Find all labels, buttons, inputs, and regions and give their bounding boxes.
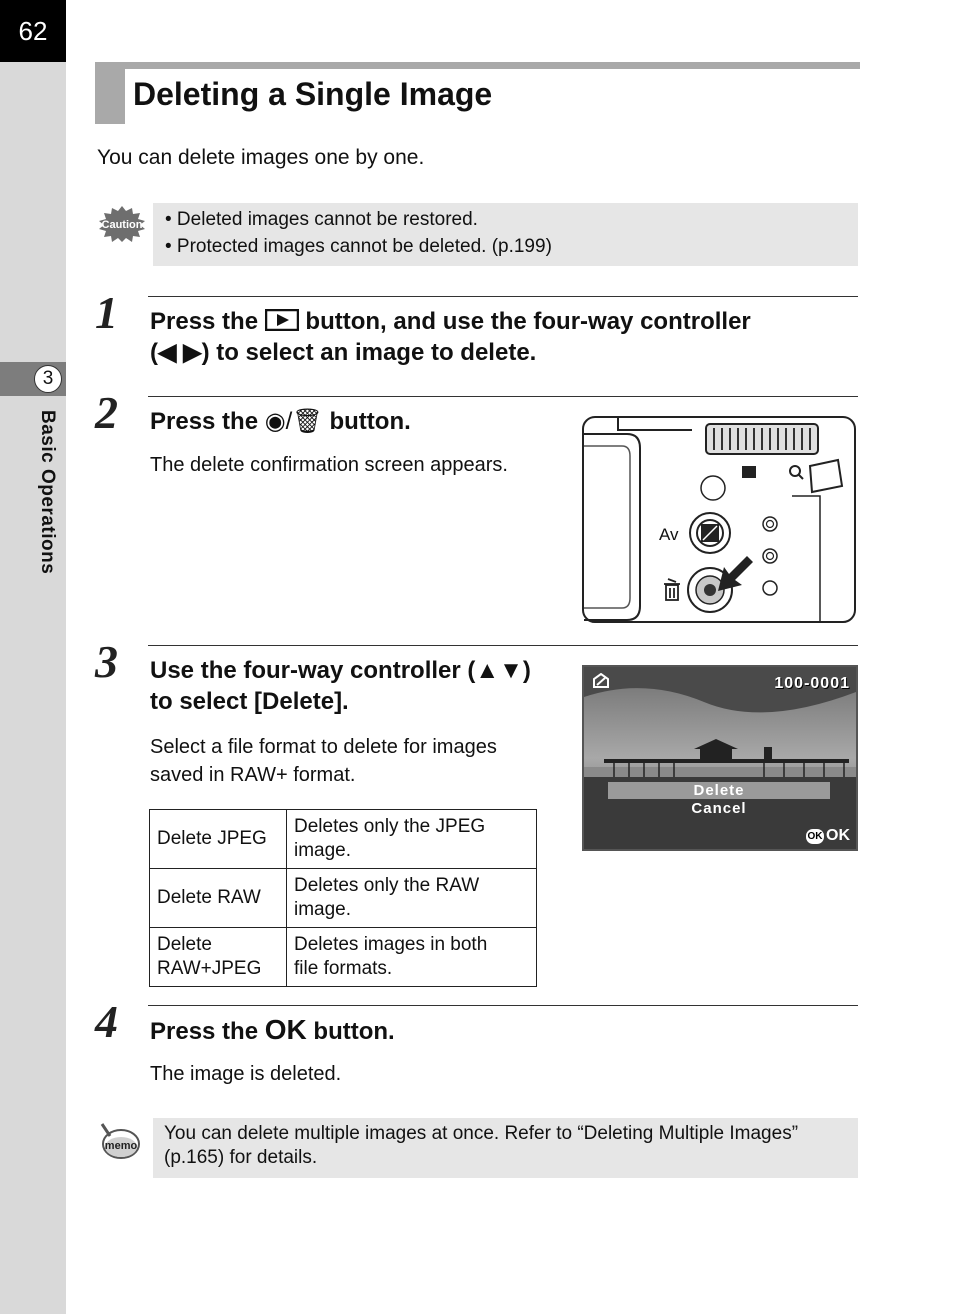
protect-icon <box>592 673 610 694</box>
file-number: 100-0001 <box>774 675 850 692</box>
menu-item-cancel[interactable]: Cancel <box>691 800 747 817</box>
description-line: file formats. <box>294 958 393 979</box>
title-accent <box>95 62 125 124</box>
menu-item-delete[interactable]: Delete <box>608 782 830 799</box>
step-heading-text: Press the <box>150 408 259 435</box>
step-heading-text: button. <box>313 1018 395 1045</box>
step-heading-text: to select [Delete]. <box>150 688 349 715</box>
description-line: image. <box>294 899 352 920</box>
table-row <box>150 869 537 928</box>
table-cell-option: Delete JPEG <box>150 810 287 869</box>
title-rule <box>95 62 860 69</box>
description-line: Deletes only the JPEG <box>294 816 486 837</box>
step-number: 3 <box>95 636 118 687</box>
step-heading-text: button. <box>329 408 411 435</box>
ok-icon: OK <box>264 1014 307 1045</box>
camera-back-illustration <box>582 416 856 628</box>
table-cell-option <box>150 928 287 987</box>
ok-label: OK <box>826 827 850 844</box>
step-heading <box>150 306 751 368</box>
delete-options-table <box>149 809 537 987</box>
table-cell-description <box>287 810 537 869</box>
step-heading <box>150 655 531 717</box>
memo-text: You can delete multiple images at once. Refer to “Deleting Multiple Images” <box>164 1123 799 1144</box>
step-divider <box>148 1005 858 1006</box>
description-line: Deletes only the RAW <box>294 875 480 896</box>
step-divider <box>148 645 858 646</box>
step-heading-text: Press the <box>150 308 259 335</box>
caution-icon <box>97 205 147 248</box>
caution-item: • Deleted images cannot be restored. <box>165 209 478 230</box>
step-divider <box>148 296 858 297</box>
sidebar <box>0 0 66 1314</box>
option-line: Delete <box>157 934 212 955</box>
page-title: Deleting a Single Image <box>133 76 493 112</box>
caution-box <box>153 203 858 266</box>
step-divider <box>148 396 858 397</box>
screen-photo <box>584 667 856 849</box>
step-number: 4 <box>95 996 118 1047</box>
playback-icon <box>265 309 299 331</box>
table-row <box>150 810 537 869</box>
step-body: The image is deleted. <box>150 1063 342 1085</box>
caution-icon-text: Caution <box>101 219 143 231</box>
step-body: The delete confirmation screen appears. <box>150 454 508 476</box>
step-heading <box>150 1014 395 1047</box>
memo-icon-text: memo <box>104 1140 138 1152</box>
step-heading-text: button, and use the four-way controller <box>305 308 751 335</box>
description-line: image. <box>294 840 352 861</box>
table-row <box>150 928 537 987</box>
section-title-bar <box>95 62 860 124</box>
step-heading-text: Press the <box>150 1018 259 1045</box>
table-cell-option: Delete RAW <box>150 869 287 928</box>
step-body-line: saved in RAW+ format. <box>150 764 356 786</box>
chapter-number: 3 <box>34 365 62 393</box>
memo-icon <box>96 1122 142 1167</box>
table-cell-description <box>287 928 537 987</box>
description-line: Deletes images in both <box>294 934 488 955</box>
table-cell-description <box>287 869 537 928</box>
memo-text: (p.165) for details. <box>164 1147 318 1168</box>
green-delete-button-icon: ◉/🗑 <box>264 408 323 435</box>
step-heading-text: (◀ ▶) to select an image to delete. <box>150 339 537 366</box>
step-body <box>150 733 497 789</box>
step-heading-text: Use the four-way controller (▲▼) <box>150 657 531 684</box>
step-heading <box>150 406 411 437</box>
step-number: 2 <box>95 387 118 438</box>
intro-text: You can delete images one by one. <box>97 146 425 169</box>
option-line: RAW+JPEG <box>157 958 262 979</box>
step-number: 1 <box>95 287 118 338</box>
step-body-line: Select a file format to delete for images <box>150 736 497 758</box>
memo-box <box>153 1118 858 1178</box>
caution-item: • Protected images cannot be deleted. (p.199) <box>165 236 552 257</box>
ok-button-icon: OK <box>807 831 823 842</box>
chapter-title: Basic Operations <box>37 410 58 575</box>
page-number: 62 <box>0 0 66 62</box>
delete-confirmation-screen <box>582 665 858 851</box>
av-label: Av <box>659 525 679 544</box>
